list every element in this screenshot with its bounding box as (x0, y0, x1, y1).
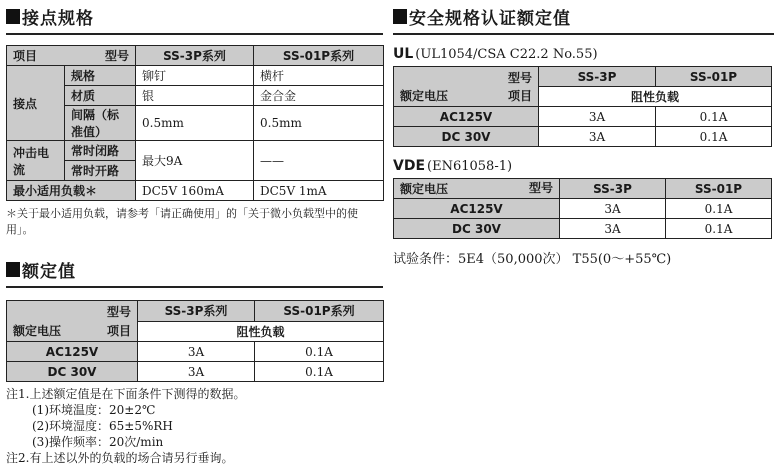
cell-minload-ss3p: DC5V 160mA (136, 181, 254, 201)
corner-item-label: 项目 (106, 324, 131, 338)
ul-standard-label (393, 46, 774, 62)
section-marker-icon (393, 9, 407, 24)
cell-dc30v-ss3p: 3A (138, 362, 255, 382)
contact-spec-table (6, 45, 384, 201)
note-1-sub-2: (2)环境湿度：65±5%RH (32, 419, 173, 433)
corner-model-label: 型号 (106, 305, 131, 319)
table-row (7, 46, 384, 66)
cell-gap-ss3p: 0.5mm (136, 106, 254, 141)
ul-standard-ref: (UL1054/CSA C22.2 No.55) (415, 47, 598, 62)
cell-dc30v-ss01p: 0.1A (656, 127, 772, 147)
corner-cell (394, 67, 539, 107)
column-header-ss3p: SS-3P (560, 179, 666, 199)
table-row (7, 301, 384, 322)
row-label-dc30v: DC 30V (7, 362, 138, 382)
cell-ac125v-ss3p: 3A (560, 199, 666, 219)
cell-gap-ss01p: 0.5mm (254, 106, 384, 141)
test-conditions: 试验条件：5E4（50,000次） T55(0～+55℃) (393, 252, 672, 267)
row-group-contact: 接点 (7, 66, 65, 141)
corner-model-label: 型号 (507, 71, 532, 85)
corner-voltage-label: 额定电压 (13, 324, 62, 338)
row-label-dc30v: DC 30V (394, 127, 539, 147)
contact-spec-title (6, 4, 383, 35)
row-label-ac125v: AC125V (7, 342, 138, 362)
cell-inrush-ss3p: 最大9A (136, 141, 254, 181)
note-2: 注2.有上述以外的负载的场合请另行垂询。 (6, 451, 234, 465)
safety-title-text: 安全规格认证额定值 (409, 9, 571, 29)
rated-title (6, 257, 383, 288)
table-row (7, 362, 384, 382)
row-group-inrush: 冲击电流 (7, 141, 65, 181)
section-marker-icon (6, 9, 20, 24)
vde-standard-label (393, 158, 774, 174)
row-label-ac125v: AC125V (394, 107, 539, 127)
corner-cell (7, 301, 138, 342)
section-marker-icon (6, 262, 20, 277)
note-1-sub-3: (3)操作频率：20次/min (32, 435, 164, 449)
corner-model-label: 型号 (528, 181, 553, 195)
cell-inrush-ss01p: —— (254, 141, 384, 181)
cell-minload-ss01p: DC5V 1mA (254, 181, 384, 201)
table-row (7, 342, 384, 362)
cell-dc30v-ss3p: 3A (560, 219, 666, 239)
left-column (6, 4, 383, 466)
row-label-material: 材质 (65, 86, 136, 106)
corner-item-label: 项目 (507, 89, 532, 103)
load-type-cell: 阻性负载 (138, 321, 384, 342)
cell-spec-ss01p: 横杆 (254, 66, 384, 86)
column-header-ss01p: SS-01P系列 (254, 46, 384, 66)
table-row (394, 67, 772, 87)
cell-ac125v-ss3p: 3A (539, 107, 656, 127)
note-1-sub-1: (1)环境温度：20±2℃ (32, 403, 156, 417)
table-row (394, 179, 772, 199)
vde-table (393, 178, 772, 239)
column-header-ss3p: SS-3P系列 (138, 301, 255, 322)
table-row (7, 181, 384, 201)
ul-name: UL (393, 46, 414, 62)
rated-table (6, 300, 384, 382)
cell-spec-ss3p: 铆钉 (136, 66, 254, 86)
cell-material-ss01p: 金合金 (254, 86, 384, 106)
row-label-dc30v: DC 30V (394, 219, 560, 239)
table-row (394, 127, 772, 147)
column-header-ss01p: SS-01P (666, 179, 772, 199)
cell-dc30v-ss01p: 0.1A (255, 362, 384, 382)
corner-item-label: 项目 (13, 49, 38, 63)
vde-name: VDE (393, 158, 426, 174)
table-row (7, 141, 384, 161)
table-row (394, 219, 772, 239)
vde-standard-ref: (EN61058-1) (427, 159, 513, 174)
cell-ac125v-ss01p: 0.1A (656, 107, 772, 127)
column-header-ss3p: SS-3P系列 (136, 46, 254, 66)
column-header-ss3p: SS-3P (539, 67, 656, 87)
cell-ac125v-ss01p: 0.1A (666, 199, 772, 219)
row-label-closed: 常时闭路 (65, 141, 136, 161)
contact-spec-footnote: ＊关于最小适用负载，请参考「请正确使用」的「关于微小负载型中的使用」。 (6, 207, 358, 236)
table-row (7, 66, 384, 86)
corner-voltage-label: 额定电压 (400, 89, 449, 103)
cell-dc30v-ss3p: 3A (539, 127, 656, 147)
table-row (394, 107, 772, 127)
row-label-ac125v: AC125V (394, 199, 560, 219)
corner-cell (394, 179, 560, 199)
row-label-gap: 间隔（标准值） (65, 106, 136, 141)
column-header-ss01p: SS-01P系列 (255, 301, 384, 322)
cell-ac125v-ss3p: 3A (138, 342, 255, 362)
cell-ac125v-ss01p: 0.1A (255, 342, 384, 362)
row-label-spec: 规格 (65, 66, 136, 86)
load-type-cell: 阻性负载 (539, 87, 772, 107)
safety-title (393, 4, 774, 35)
row-label-minload: 最小适用负载＊ (7, 181, 136, 201)
rated-notes (6, 386, 383, 466)
right-column (393, 4, 774, 267)
cell-material-ss3p: 银 (136, 86, 254, 106)
row-label-open: 常时开路 (65, 161, 136, 181)
ul-table (393, 66, 772, 147)
column-header-ss01p: SS-01P (656, 67, 772, 87)
corner-model-label: 型号 (104, 49, 129, 63)
note-1: 注1.上述额定值是在下面条件下测得的数据。 (6, 387, 246, 401)
rated-title-text: 额定值 (22, 262, 76, 282)
corner-voltage-label: 额定电压 (400, 182, 449, 196)
contact-spec-title-text: 接点规格 (22, 9, 94, 29)
corner-cell (7, 46, 136, 66)
cell-dc30v-ss01p: 0.1A (666, 219, 772, 239)
table-row (394, 199, 772, 219)
